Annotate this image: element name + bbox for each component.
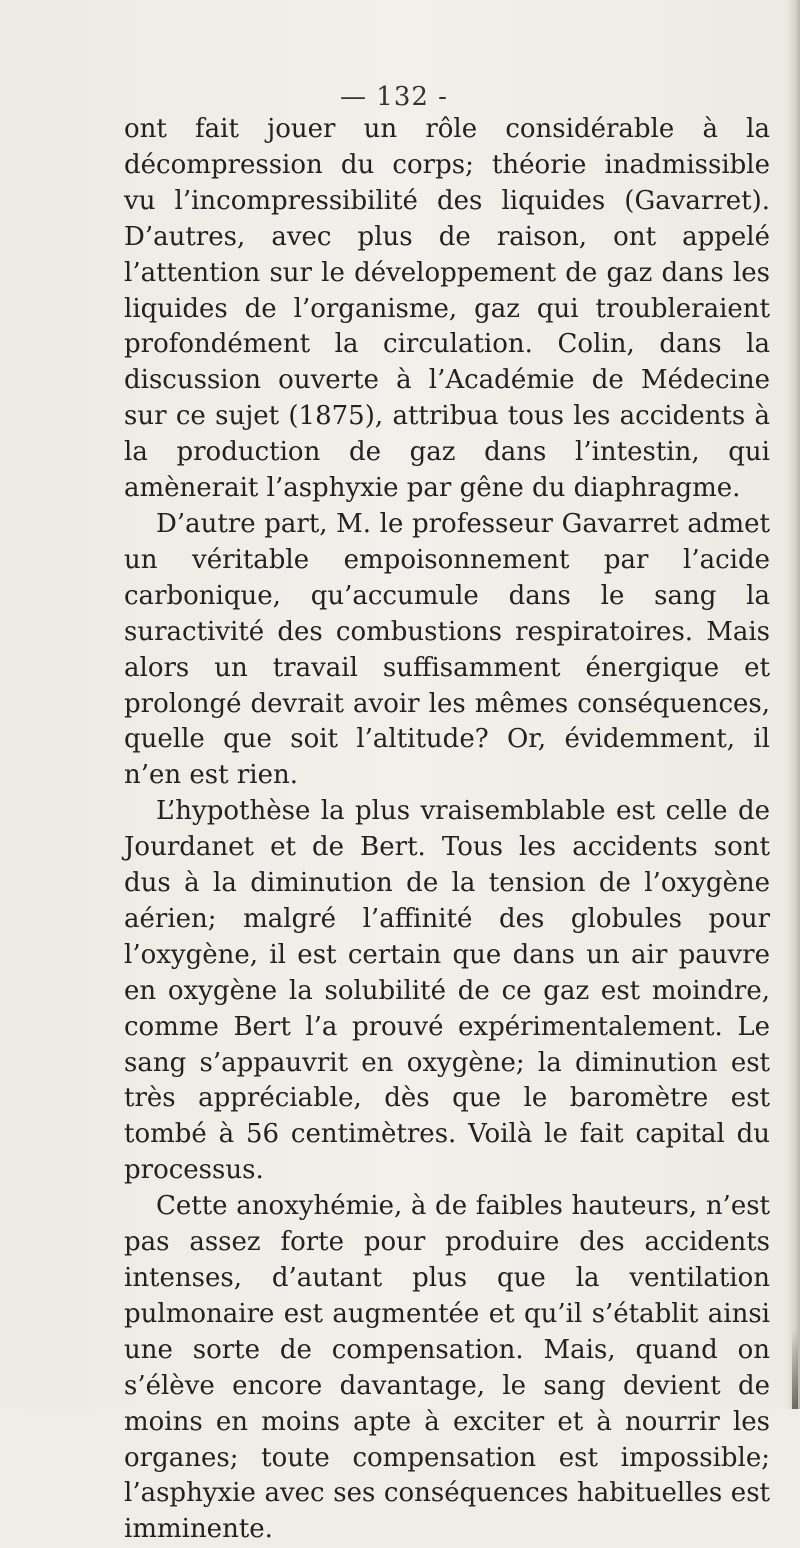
body-text	[124, 112, 770, 1548]
paragraph-3: L’hypothèse la plus vraisemblable est celle de Jourdanet et de Bert. Tous les accidents sont dus à la diminution de la tension de l’oxygène aérien; malgré l’affinité des globules pour l’oxygène, il est certain que dans un air pauvre en oxygène la solubilité de ce gaz est moindre, comme Bert l’a prouvé expérimentalement. Le sang s’appauvrit en oxygène; la diminution est très appréciable, dès que le baromètre est tombé à 56 centimètres. Voilà le fait capital du processus.	[124, 796, 770, 1186]
paragraph-4: Cette anoxyhémie, à de faibles hauteurs, n’est pas assez forte pour produire des accidents intenses, d’autant plus que la ventilation pulmonaire est augmentée et qu’il s’établit ainsi une sorte de compensation. Mais, quand on s’élève encore davantage, le sang devient de moins en moins apte à exciter et à nourrir les organes; toute compensation est impossible; l’asphyxie avec ses conséquences habituelles est imminente.	[124, 1191, 770, 1545]
paragraph-2: D’autre part, M. le professeur Gavarret admet un véritable empoisonnement par l’acide carbonique, qu’accumule dans le sang la suractivité des combustions respiratoires. Mais alors un travail suffisamment énergique et prolongé devrait avoir les mêmes conséquences, quelle que soit l’altitude? Or, évidemment, il n’en est rien.	[124, 508, 770, 791]
page-number: — 132 -	[340, 82, 448, 112]
paragraph-1: ont fait jouer un rôle considérable à la décompression du corps; théorie inadmissible vu l’incompressibilité des liquides (Gavarret). D’autres, avec plus de raison, ont appelé l’attention sur le développement de gaz dans les liquides de l’organisme, gaz qui troubleraient profondément la circulation. Colin, dans la discussion ouverte à l’Académie de Médecine sur ce sujet (1875), attribua tous les accidents à la production de gaz dans l’intestin, qui amènerait l’asphyxie par gêne du diaphragme.	[124, 114, 770, 504]
page-edge-shadow	[788, 0, 800, 1409]
binding-shadow	[792, 1329, 798, 1409]
